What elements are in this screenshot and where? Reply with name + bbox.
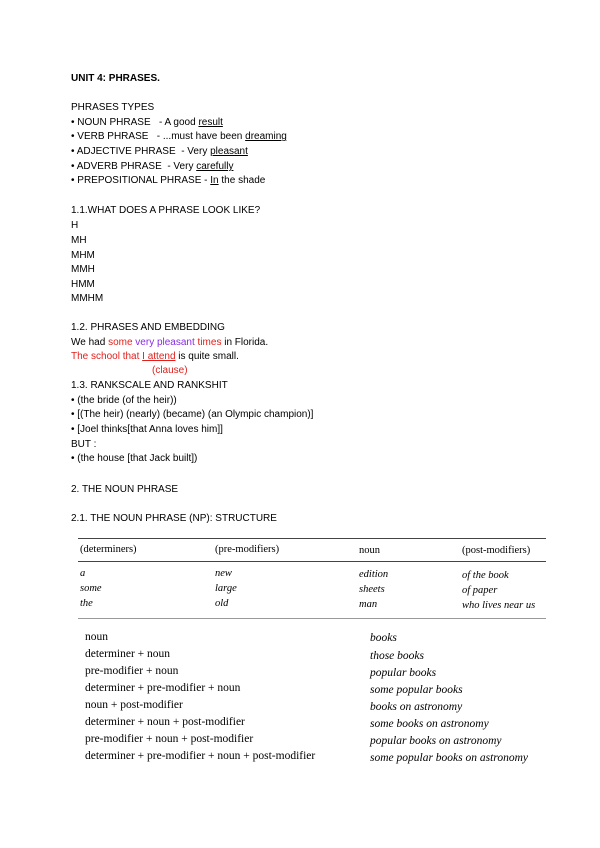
pattern: MHM (71, 250, 95, 261)
type-item (71, 160, 233, 174)
rank-item: • [Joel thinks[that Anna loves him]] (71, 424, 223, 435)
type-label: • ADVERB PHRASE (71, 161, 162, 172)
rank-item: • (the bride (of the heir)) (71, 395, 177, 406)
table-rule (78, 618, 546, 619)
type-item (71, 174, 265, 188)
type-item (71, 130, 287, 144)
col-header: (pre-modifiers) (215, 544, 280, 555)
col-header: (post-modifiers) (462, 545, 531, 556)
np-example: some popular books on astronomy (370, 752, 529, 764)
col-header: (determiners) (80, 544, 137, 555)
table-cell: the (80, 598, 93, 609)
pattern: MH (71, 235, 87, 246)
ex-text: in Florida. (221, 337, 269, 348)
np-structure: pre-modifier + noun (85, 665, 179, 677)
embedding-example-1 (71, 336, 268, 350)
np-structure: pre-modifier + noun + post-modifier (85, 733, 254, 745)
type-item (71, 145, 248, 159)
type-example: result (198, 117, 223, 128)
np-structure: determiner + noun + post-modifier (85, 716, 245, 728)
type-example: In (210, 175, 219, 186)
np-example: those books (370, 650, 424, 662)
type-label: • NOUN PHRASE (71, 117, 151, 128)
col-header: noun (359, 545, 380, 556)
ex-red: The school that (71, 351, 143, 362)
ex-red-underlined: I attend (142, 351, 176, 362)
ex-red: some (108, 337, 136, 348)
table-cell: edition (359, 569, 389, 580)
np-example: popular books on astronomy (370, 735, 502, 747)
page-title: UNIT 4: PHRASES. (71, 73, 160, 84)
subsection-heading: 2.1. THE NOUN PHRASE (NP): STRUCTURE (71, 513, 277, 524)
section-heading: 2. THE NOUN PHRASE (71, 484, 179, 495)
type-sep: - (201, 175, 211, 186)
structure-table (78, 536, 548, 626)
embedding-example-2 (71, 350, 239, 364)
np-example: some books on astronomy (370, 718, 489, 730)
type-sep: - ...must have been (148, 131, 246, 142)
table-cell: new (215, 568, 232, 579)
np-example: books on astronomy (370, 701, 463, 713)
table-cell: who lives near us (462, 600, 536, 611)
table-cell: large (215, 583, 237, 594)
type-item (71, 116, 223, 130)
pattern: MMHM (71, 293, 104, 304)
table-cell: old (215, 598, 229, 609)
np-example: popular books (370, 667, 437, 679)
np-structure: noun (85, 631, 108, 643)
np-example: some popular books (370, 684, 463, 696)
type-sep: - Very (175, 146, 211, 157)
type-example: pleasant (210, 146, 248, 157)
rank-item: • (the house [that Jack built]) (71, 453, 198, 464)
type-sep: - A good (150, 117, 199, 128)
np-structure: determiner + noun (85, 648, 171, 660)
clause-label: (clause) (152, 365, 188, 376)
section-heading: 1.3. RANKSCALE AND RANKSHIT (71, 380, 228, 391)
type-example: dreaming (245, 131, 287, 142)
table-rule (78, 538, 546, 539)
np-example: books (370, 632, 397, 644)
section-heading: 1.1.WHAT DOES A PHRASE LOOK LIKE? (71, 205, 261, 216)
ex-purple: very pleasant (135, 337, 195, 348)
table-cell: of paper (462, 585, 498, 596)
type-label: • VERB PHRASE (71, 131, 149, 142)
table-cell: man (359, 599, 378, 610)
pattern: H (71, 220, 79, 231)
rank-item: • [(The heir) (nearly) (became) (an Olympic champion)] (71, 409, 314, 420)
ex-red: times (194, 337, 222, 348)
np-structure: noun + post-modifier (85, 699, 183, 711)
pattern: HMM (71, 279, 95, 290)
table-cell: a (80, 568, 86, 579)
type-example: carefully (196, 161, 234, 172)
ex-text: We had (71, 337, 109, 348)
type-sep: - Very (161, 161, 197, 172)
type-label: • PREPOSITIONAL PHRASE (71, 175, 202, 186)
np-structure: determiner + pre-modifier + noun + post-modifier (85, 750, 316, 762)
type-label: • ADJECTIVE PHRASE (71, 146, 176, 157)
section-heading: 1.2. PHRASES AND EMBEDDING (71, 322, 225, 333)
table-rule (78, 561, 546, 562)
table-cell: some (80, 583, 102, 594)
np-structure: determiner + pre-modifier + noun (85, 682, 241, 694)
pattern: MMH (71, 264, 95, 275)
ex-text: is quite small. (175, 351, 239, 362)
table-cell: sheets (359, 584, 385, 595)
but-label: BUT : (71, 439, 97, 450)
type-rest: the shade (218, 175, 266, 186)
table-cell: of the book (462, 570, 509, 581)
types-heading: PHRASES TYPES (71, 102, 155, 113)
